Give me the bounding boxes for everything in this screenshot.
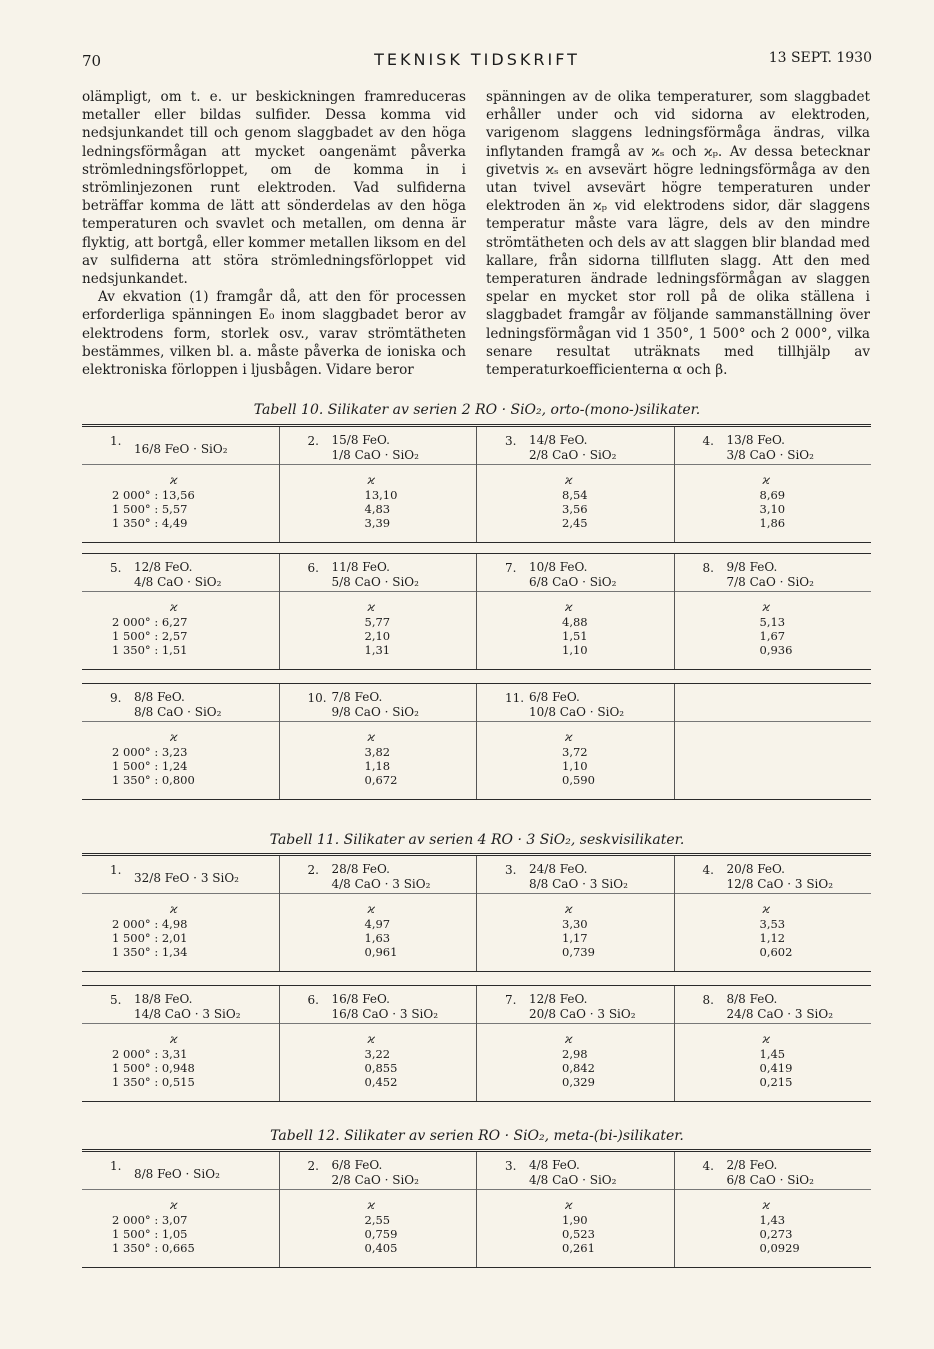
compound-number: 4. xyxy=(702,863,714,877)
compound-formula-line2: 4/8 CaO · 3 SiO₂ xyxy=(331,877,431,891)
compound-formula-line1: 6/8 FeO. xyxy=(331,1158,383,1172)
conductivity-value: 1,18 xyxy=(364,759,391,773)
conductivity-value: 1,31 xyxy=(364,643,391,657)
kappa-symbol: ϰ xyxy=(367,730,375,744)
table-cell xyxy=(279,427,477,542)
compound-header xyxy=(280,687,477,722)
conductivity-value: 0,261 xyxy=(562,1241,595,1255)
conductivity-value: 3,72 xyxy=(562,745,588,759)
table-row xyxy=(82,986,871,1101)
table-row xyxy=(82,684,871,799)
compound-number: 4. xyxy=(702,1159,714,1173)
conductivity-values xyxy=(675,1198,872,1255)
conductivity-value: 4,88 xyxy=(562,615,588,629)
compound-formula-line2: 2/8 CaO · SiO₂ xyxy=(331,1173,419,1187)
compound-header xyxy=(477,1155,674,1190)
conductivity-value: 1,86 xyxy=(759,516,786,530)
conductivity-values xyxy=(82,1032,279,1089)
kappa-symbol: ϰ xyxy=(367,902,375,916)
conductivity-value: 8,54 xyxy=(562,488,588,502)
compound-formula-line1: 12/8 FeO. xyxy=(134,560,193,574)
conductivity-value: 0,842 xyxy=(562,1061,595,1075)
compound-formula-line1: 20/8 FeO. xyxy=(726,862,785,876)
conductivity-value: 3,30 xyxy=(562,917,588,931)
compound-formula-line2: 20/8 CaO · 3 SiO₂ xyxy=(529,1007,636,1021)
conductivity-value: 1 500° : 1,24 xyxy=(112,759,188,773)
compound-number: 1. xyxy=(110,434,122,448)
compound-number: 2. xyxy=(307,434,319,448)
compound-number: 5. xyxy=(110,993,122,1007)
conductivity-values xyxy=(280,1198,477,1255)
conductivity-value: 2,10 xyxy=(364,629,391,643)
compound-formula-line2: 4/8 CaO · SiO₂ xyxy=(134,575,222,589)
conductivity-value: 1 350° : 0,800 xyxy=(112,773,195,787)
compound-header xyxy=(675,430,872,465)
conductivity-value: 1 500° : 5,57 xyxy=(112,502,188,516)
conductivity-values xyxy=(280,473,477,530)
table-cell xyxy=(82,684,279,799)
table-cell xyxy=(82,986,279,1101)
conductivity-value: 0,936 xyxy=(759,643,793,657)
compound-formula-line1: 4/8 FeO. xyxy=(529,1158,580,1172)
compound-formula-line1: 8/8 FeO. xyxy=(726,992,778,1006)
compound-header xyxy=(280,430,477,465)
compound-formula-line2: 14/8 CaO · 3 SiO₂ xyxy=(134,1007,241,1021)
conductivity-values xyxy=(477,730,674,787)
conductivity-value: 4,83 xyxy=(364,502,391,516)
compound-header xyxy=(675,989,872,1024)
conductivity-value: 4,97 xyxy=(364,917,391,931)
compound-number: 3. xyxy=(505,434,517,448)
conductivity-values xyxy=(675,1032,872,1089)
conductivity-value: 0,273 xyxy=(759,1227,793,1241)
compound-formula-line2: 3/8 CaO · SiO₂ xyxy=(726,448,814,462)
conductivity-values xyxy=(477,902,674,959)
compound-formula-line1: 15/8 FeO. xyxy=(331,433,390,447)
compound-header xyxy=(82,1155,279,1190)
compound-number: 10. xyxy=(307,691,327,705)
compound-header xyxy=(477,557,674,592)
table-cell xyxy=(279,856,477,971)
conductivity-value: 2 000° : 3,07 xyxy=(112,1213,188,1227)
compound-header xyxy=(477,430,674,465)
conductivity-value: 1 500° : 2,57 xyxy=(112,629,188,643)
compound-number: 5. xyxy=(110,561,122,575)
kappa-symbol: ϰ xyxy=(367,600,375,614)
conductivity-value: 0,215 xyxy=(759,1075,793,1089)
conductivity-value: 3,82 xyxy=(364,745,391,759)
conductivity-value: 0,590 xyxy=(562,773,595,787)
conductivity-values xyxy=(675,600,872,657)
conductivity-value: 1,10 xyxy=(562,759,588,773)
conductivity-value: 0,855 xyxy=(364,1061,398,1075)
compound-formula-line1: 11/8 FeO. xyxy=(331,560,390,574)
table-block xyxy=(82,853,871,972)
table-cell xyxy=(82,427,279,542)
kappa-symbol: ϰ xyxy=(170,473,178,487)
table-cell xyxy=(476,427,674,542)
table-block xyxy=(82,683,871,800)
compound-header xyxy=(280,557,477,592)
compound-formula: 16/8 FeO · SiO₂ xyxy=(134,442,228,456)
compound-formula-line2: 6/8 CaO · SiO₂ xyxy=(529,575,617,589)
issue-date: 13 SEPT. 1930 xyxy=(768,50,872,66)
conductivity-value: 2 000° : 3,23 xyxy=(112,745,188,759)
kappa-symbol: ϰ xyxy=(565,1032,573,1046)
conductivity-value: 2 000° : 3,31 xyxy=(112,1047,188,1061)
table-cell xyxy=(82,856,279,971)
conductivity-value: 2,98 xyxy=(562,1047,588,1061)
compound-number: 1. xyxy=(110,863,122,877)
compound-number: 8. xyxy=(702,561,714,575)
compound-header xyxy=(477,687,674,722)
compound-formula-line2: 9/8 CaO · SiO₂ xyxy=(331,705,419,719)
conductivity-value: 8,69 xyxy=(759,488,786,502)
conductivity-values xyxy=(675,473,872,530)
journal-title: TEKNISK TIDSKRIFT xyxy=(374,50,580,69)
compound-header xyxy=(675,859,872,894)
compound-formula-line2: 8/8 CaO · SiO₂ xyxy=(134,705,222,719)
conductivity-value: 5,13 xyxy=(759,615,786,629)
conductivity-value: 1 500° : 2,01 xyxy=(112,931,188,945)
conductivity-value: 0,961 xyxy=(364,945,398,959)
compound-number: 1. xyxy=(110,1159,122,1173)
compound-formula-line2: 24/8 CaO · 3 SiO₂ xyxy=(726,1007,834,1021)
kappa-symbol: ϰ xyxy=(762,1198,770,1212)
conductivity-values xyxy=(82,473,279,530)
kappa-symbol: ϰ xyxy=(762,600,770,614)
conductivity-value: 1 350° : 0,665 xyxy=(112,1241,195,1255)
compound-formula-line1: 6/8 FeO. xyxy=(529,690,580,704)
compound-number: 3. xyxy=(505,863,517,877)
compound-header xyxy=(82,989,279,1024)
table-cell xyxy=(674,1152,872,1267)
kappa-symbol: ϰ xyxy=(170,902,178,916)
conductivity-value: 1,90 xyxy=(562,1213,588,1227)
kappa-symbol: ϰ xyxy=(170,600,178,614)
left-text-column xyxy=(82,88,466,379)
table-caption: Tabell 10. Silikater av serien 2 RO · SiO₂, orto-(mono-)silikater. xyxy=(253,402,701,418)
conductivity-value: 1 350° : 1,34 xyxy=(112,945,188,959)
conductivity-value: 1,43 xyxy=(759,1213,786,1227)
table-row xyxy=(82,427,871,542)
conductivity-value: 0,739 xyxy=(562,945,595,959)
table-cell xyxy=(82,1152,279,1267)
page-header xyxy=(82,50,872,74)
kappa-symbol: ϰ xyxy=(565,730,573,744)
kappa-symbol: ϰ xyxy=(170,1032,178,1046)
conductivity-value: 2 000° : 6,27 xyxy=(112,615,188,629)
conductivity-values xyxy=(477,1198,674,1255)
table-cell xyxy=(674,856,872,971)
conductivity-value: 0,672 xyxy=(364,773,398,787)
table-cell xyxy=(82,554,279,669)
compound-header xyxy=(280,1155,477,1190)
compound-formula-line1: 9/8 FeO. xyxy=(726,560,778,574)
conductivity-values xyxy=(280,730,477,787)
compound-formula-line2: 16/8 CaO · 3 SiO₂ xyxy=(331,1007,439,1021)
kappa-symbol: ϰ xyxy=(565,600,573,614)
conductivity-values xyxy=(280,902,477,959)
compound-header xyxy=(82,430,279,465)
compound-formula-line2: 12/8 CaO · 3 SiO₂ xyxy=(726,877,834,891)
compound-header xyxy=(82,859,279,894)
compound-header xyxy=(280,989,477,1024)
compound-number: 8. xyxy=(702,993,714,1007)
kappa-symbol: ϰ xyxy=(762,1032,770,1046)
kappa-symbol: ϰ xyxy=(565,473,573,487)
compound-formula: 8/8 FeO · SiO₂ xyxy=(134,1167,220,1181)
table-cell xyxy=(674,684,872,799)
kappa-symbol: ϰ xyxy=(170,730,178,744)
paragraph: spänningen av de olika temperaturer, som slaggbadet erhåller under och vid sidorna av elektroden, varigenom slaggens ledningsförmåga ändras, vilka inflytanden framgå av ϰₛ och ϰₚ. Av dessa betecknar givetvis ϰₛ en avsevärt högre ledningsförmåga av den utan tvivel avsevärt högre temperaturen under elektroden än ϰₚ vid elektrodens sidor, där slaggens temperatur måste vara lägre, dels av den mindre strömtätheten och dels av att slaggen blir blandad med kallare, från sidorna tillfluten slagg. Att den med temperaturen ändrade ledningsförmågan av slaggen spelar en mycket stor roll på de olika ställena i slaggbadet framgår av följande sammanställning över ledningsförmågan vid 1 350°, 1 500° och 2 000°, vilka senare resultat uträknats med tillhjälp av temperaturkoefficienterna α och β. xyxy=(486,89,870,379)
compound-formula-line1: 8/8 FeO. xyxy=(134,690,185,704)
table-cell xyxy=(279,1152,477,1267)
compound-formula-line2: 1/8 CaO · SiO₂ xyxy=(331,448,419,462)
compound-number: 2. xyxy=(307,1159,319,1173)
kappa-symbol: ϰ xyxy=(762,902,770,916)
kappa-symbol: ϰ xyxy=(565,1198,573,1212)
table-cell xyxy=(674,427,872,542)
compound-header xyxy=(82,557,279,592)
compound-formula: 32/8 FeO · 3 SiO₂ xyxy=(134,871,239,885)
conductivity-value: 0,0929 xyxy=(759,1241,800,1255)
compound-formula-line2: 4/8 CaO · SiO₂ xyxy=(529,1173,617,1187)
compound-formula-line1: 28/8 FeO. xyxy=(331,862,390,876)
conductivity-value: 1,63 xyxy=(364,931,391,945)
table-cell xyxy=(476,986,674,1101)
conductivity-values xyxy=(675,902,872,959)
kappa-symbol: ϰ xyxy=(565,902,573,916)
conductivity-value: 1,12 xyxy=(759,931,786,945)
compound-formula-line2: 2/8 CaO · SiO₂ xyxy=(529,448,617,462)
kappa-symbol: ϰ xyxy=(170,1198,178,1212)
table-caption: Tabell 11. Silikater av serien 4 RO · 3 SiO₂, seskvisilikater. xyxy=(269,832,685,848)
compound-header xyxy=(675,1155,872,1190)
kappa-symbol: ϰ xyxy=(367,473,375,487)
compound-formula-line2: 6/8 CaO · SiO₂ xyxy=(726,1173,814,1187)
conductivity-value: 1,10 xyxy=(562,643,588,657)
conductivity-value: 1 350° : 1,51 xyxy=(112,643,188,657)
right-text-column xyxy=(486,88,870,379)
table-cell xyxy=(279,986,477,1101)
conductivity-value: 1 350° : 4,49 xyxy=(112,516,188,530)
conductivity-value: 2 000° : 13,56 xyxy=(112,488,195,502)
compound-number: 6. xyxy=(307,561,319,575)
table-cell xyxy=(279,684,477,799)
conductivity-value: 1,17 xyxy=(562,931,588,945)
compound-header xyxy=(280,859,477,894)
compound-header xyxy=(477,859,674,894)
table-cell xyxy=(279,554,477,669)
table-cell xyxy=(476,856,674,971)
compound-formula-line1: 16/8 FeO. xyxy=(331,992,390,1006)
compound-number: 4. xyxy=(702,434,714,448)
conductivity-value: 3,22 xyxy=(364,1047,391,1061)
conductivity-value: 0,329 xyxy=(562,1075,595,1089)
conductivity-values xyxy=(82,600,279,657)
page-number: 70 xyxy=(82,52,102,70)
conductivity-value: 0,523 xyxy=(562,1227,595,1241)
conductivity-value: 3,53 xyxy=(759,917,786,931)
compound-formula-line1: 12/8 FeO. xyxy=(529,992,588,1006)
conductivity-value: 2,45 xyxy=(562,516,588,530)
compound-formula-line2: 7/8 CaO · SiO₂ xyxy=(726,575,814,589)
compound-formula-line1: 14/8 FeO. xyxy=(529,433,588,447)
empty-header xyxy=(675,687,872,722)
compound-formula-line2: 5/8 CaO · SiO₂ xyxy=(331,575,419,589)
compound-number: 11. xyxy=(505,691,525,705)
kappa-symbol: ϰ xyxy=(367,1198,375,1212)
conductivity-value: 0,759 xyxy=(364,1227,398,1241)
conductivity-value: 0,405 xyxy=(364,1241,398,1255)
conductivity-value: 2 000° : 4,98 xyxy=(112,917,188,931)
table-row xyxy=(82,1152,871,1267)
conductivity-values xyxy=(82,1198,279,1255)
conductivity-value: 0,602 xyxy=(759,945,793,959)
compound-formula-line2: 8/8 CaO · 3 SiO₂ xyxy=(529,877,628,891)
compound-number: 3. xyxy=(505,1159,517,1173)
compound-formula-line2: 10/8 CaO · SiO₂ xyxy=(529,705,625,719)
conductivity-value: 3,10 xyxy=(759,502,786,516)
table-block xyxy=(82,985,871,1102)
table-row xyxy=(82,856,871,971)
conductivity-value: 1,51 xyxy=(562,629,588,643)
conductivity-values xyxy=(477,1032,674,1089)
conductivity-value: 0,452 xyxy=(364,1075,398,1089)
conductivity-value: 1 350° : 0,515 xyxy=(112,1075,195,1089)
table-cell xyxy=(476,1152,674,1267)
table-caption: Tabell 12. Silikater av serien RO · SiO₂, meta-(bi-)silikater. xyxy=(270,1128,684,1144)
conductivity-values xyxy=(280,600,477,657)
compound-number: 6. xyxy=(307,993,319,1007)
compound-header xyxy=(675,557,872,592)
table-cell xyxy=(476,684,674,799)
table-cell xyxy=(674,986,872,1101)
compound-header xyxy=(82,687,279,722)
compound-number: 7. xyxy=(505,993,517,1007)
compound-number: 2. xyxy=(307,863,319,877)
kappa-symbol: ϰ xyxy=(367,1032,375,1046)
conductivity-value: 3,39 xyxy=(364,516,391,530)
conductivity-values xyxy=(82,902,279,959)
paragraph: olämpligt, om t. e. ur beskickningen framreduceras metaller eller bildas sulfider. Dessa komma vid nedsjunkandet till och genom slaggbadet av den höga ledningsförmågan att mycket oangenämt påverka strömledningsförloppet, om de komma in i strömlinjezonen runt elektroden. Vad sulfiderna beträffar komma de lätt att sönderdelas av den höga temperaturen och svavlet och metallen, om denna är flyktig, att bortgå, eller kommer metallen liksom en del av sulfiderna att störa strömledningsförloppet vid nedsjunkandet. xyxy=(82,89,466,288)
kappa-symbol: ϰ xyxy=(762,473,770,487)
conductivity-value: 1 500° : 0,948 xyxy=(112,1061,195,1075)
conductivity-value: 3,56 xyxy=(562,502,588,516)
conductivity-value: 1 500° : 1,05 xyxy=(112,1227,188,1241)
compound-formula-line1: 10/8 FeO. xyxy=(529,560,588,574)
conductivity-value: 2,55 xyxy=(364,1213,391,1227)
compound-formula-line1: 24/8 FeO. xyxy=(529,862,588,876)
paragraph: Av ekvation (1) framgår då, att den för processen erforderliga spänningen E₀ inom slaggbadet beror av elektrodens form, storlek osv., varav strömtätheten bestämmes, vilken bl. a. måste påverka de ioniska och elektroniska förloppen i ljusbågen. Vidare beror xyxy=(82,289,466,379)
conductivity-value: 1,45 xyxy=(759,1047,786,1061)
compound-number: 9. xyxy=(110,691,122,705)
compound-formula-line1: 2/8 FeO. xyxy=(726,1158,778,1172)
compound-formula-line1: 7/8 FeO. xyxy=(331,690,383,704)
conductivity-values xyxy=(280,1032,477,1089)
conductivity-value: 5,77 xyxy=(364,615,391,629)
compound-formula-line1: 13/8 FeO. xyxy=(726,433,785,447)
conductivity-values xyxy=(82,730,279,787)
compound-number: 7. xyxy=(505,561,517,575)
conductivity-value: 13,10 xyxy=(364,488,398,502)
table-block xyxy=(82,553,871,670)
table-block xyxy=(82,1149,871,1268)
table-block xyxy=(82,424,871,543)
conductivity-values xyxy=(477,473,674,530)
compound-formula-line1: 18/8 FeO. xyxy=(134,992,193,1006)
conductivity-values xyxy=(477,600,674,657)
table-cell xyxy=(674,554,872,669)
table-cell xyxy=(476,554,674,669)
conductivity-value: 0,419 xyxy=(759,1061,793,1075)
compound-header xyxy=(477,989,674,1024)
conductivity-value: 1,67 xyxy=(759,629,786,643)
table-row xyxy=(82,554,871,669)
